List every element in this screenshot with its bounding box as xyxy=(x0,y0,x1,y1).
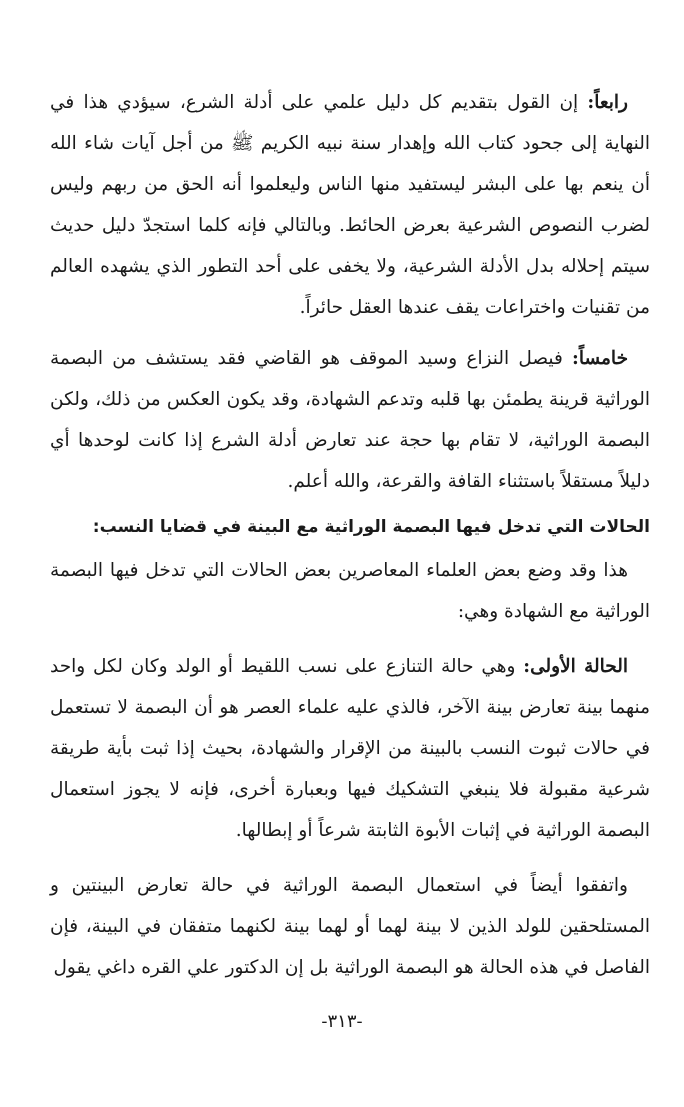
paragraph-agreement xyxy=(50,865,650,988)
paragraph-intro xyxy=(50,550,650,632)
paragraph-fifth xyxy=(50,338,650,502)
paragraph-text-fourth: إن القول بتقديم كل دليل علمي على أدلة الشرع، سيؤدي هذا في النهاية إلى جحود كتاب الله وإهدار سنة نبيه الكريم ﷺ من أجل آيات شاء الله أن ينعم بها على البشر ليستفيد منها الناس وليعلموا أنه الحق من ربهم وليس لضرب النصوص الشرعية بعرض الحائط. وبالتالي فإنه كلما استجدّ دليل حديث سيتم إحلاله بدل الأدلة الشرعية، ولا يخفى على أحد التطور الذي يشهده العالم من تقنيات واختراعات يقف عندها العقل حائراً. xyxy=(50,92,650,318)
section-heading: الحالات التي تدخل فيها البصمة الوراثية مع البينة في قضايا النسب: xyxy=(92,517,650,537)
page-body xyxy=(50,82,650,988)
paragraph-lead-fifth: خامساً: xyxy=(572,348,628,369)
paragraph-text-intro: هذا وقد وضع بعض العلماء المعاصرين بعض الحالات التي تدخل فيها البصمة الوراثية مع الشهادة وهي: xyxy=(50,560,650,622)
paragraph-text-first-case: وهي حالة التنازع على نسب اللقيط أو الولد وكان لكل واحد منهما بينة تعارض بينة الآخر، فالذي عليه علماء العصر هو أن البصمة لا تستعمل في حالات ثبوت النسب بالبينة من الإقرار والشهادة، بحيث إذا ثبت بأية طريقة شرعية مقبولة فلا ينبغي التشكيك فيها وبعبارة أخرى، فإنه لا يجوز استعمال البصمة الوراثية في إثبات الأبوة الثابتة شرعاً أو إبطالها. xyxy=(50,656,650,841)
paragraph-lead-first-case: الحالة الأولى: xyxy=(523,656,628,677)
paragraph-lead-fourth: رابعاً: xyxy=(587,92,628,113)
paragraph-text-fifth: فيصل النزاع وسيد الموقف هو القاضي فقد يستشف من البصمة الوراثية قرينة يطمئن بها قلبه وتدعم الشهادة، وقد يكون العكس من ذلك، ولكن البصمة الوراثية، لا تقام بها حجة عند تعارض أدلة الشرع إذا كانت لوحدها أي دليلاً مستقلاً باستثناء القافة والقرعة، والله أعلم. xyxy=(50,348,650,492)
paragraph-text-agreement: واتفقوا أيضاً في استعمال البصمة الوراثية في حالة تعارض البينتين و المستلحقين للولد الذين لا بينة لهما أو لهما بينة لكنهما متفقان في البينة، فإن الفاصل في هذه الحالة هو البصمة الوراثية بل إن الدكتور علي القره داغي يقول xyxy=(50,875,650,978)
paragraph-fourth xyxy=(50,82,650,328)
page-number: -٣١٣- xyxy=(321,1011,363,1032)
paragraph-first-case xyxy=(50,646,650,851)
